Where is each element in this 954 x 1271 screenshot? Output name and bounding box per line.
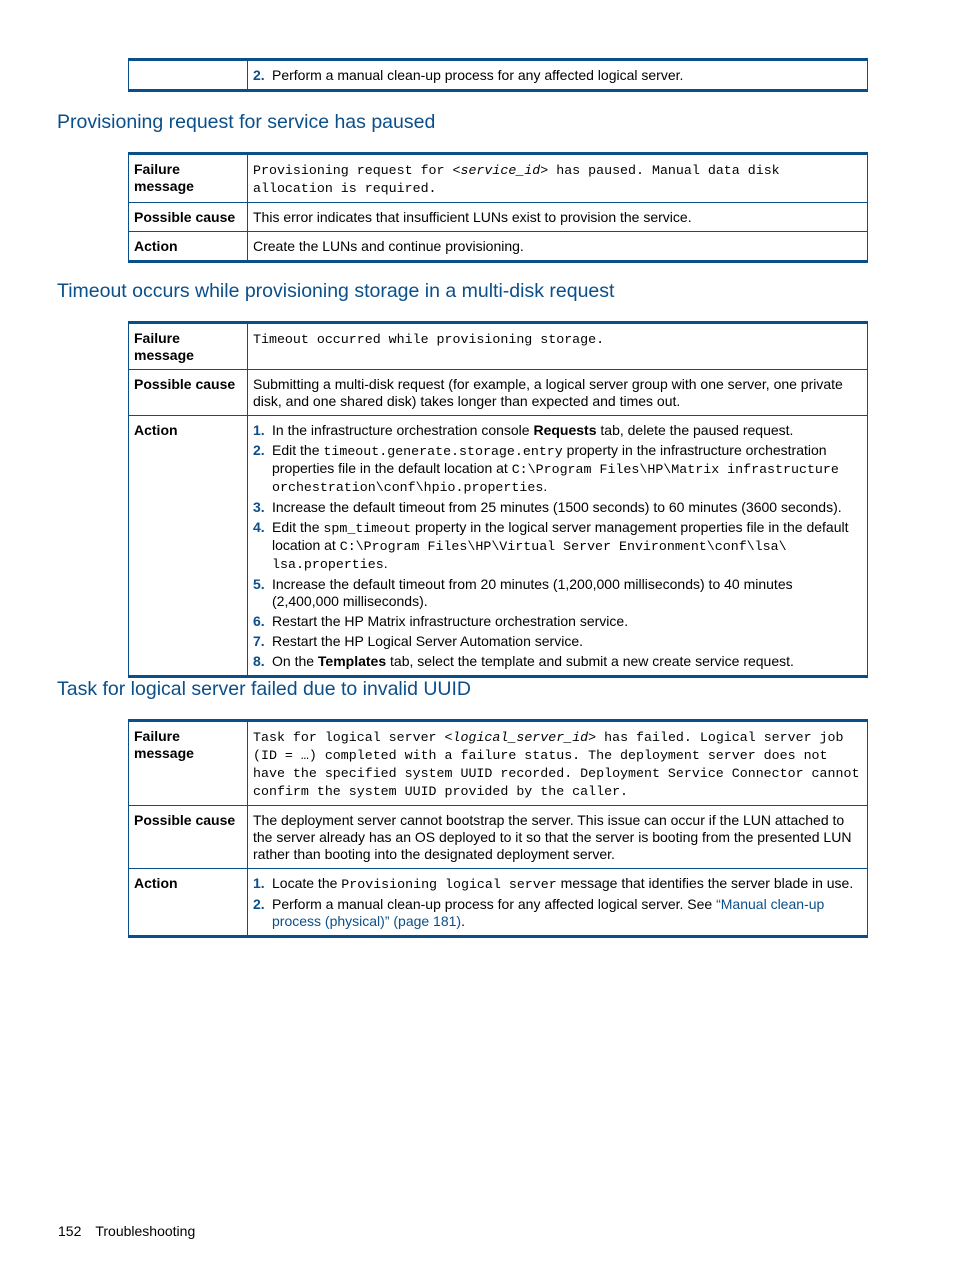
step-text: Increase the default timeout from 25 minutes (1500 seconds) to 60 minutes (3600 seconds). bbox=[272, 499, 842, 515]
section-heading-service-paused: Provisioning request for service has paused bbox=[57, 111, 436, 133]
table-row bbox=[129, 370, 868, 416]
step-number: 2. bbox=[253, 442, 265, 458]
step-text: tab, select the template and submit a new create service request. bbox=[386, 653, 794, 669]
code-path: C:\Program Files\HP\Matrix infrastructure orchestration\conf\hpio.properties bbox=[272, 462, 839, 495]
step-text: In the infrastructure orchestration console bbox=[272, 422, 534, 438]
code-path: C:\Program Files\HP\Virtual Server Environment\conf\lsa\ lsa.properties bbox=[272, 539, 787, 572]
cause-label: Possible cause bbox=[129, 806, 248, 869]
step-text: message that identifies the server blade in use. bbox=[556, 875, 854, 891]
cause-text: This error indicates that insufficient LUNs exist to provision the service. bbox=[248, 203, 868, 232]
table-row bbox=[129, 416, 868, 677]
table-row bbox=[129, 232, 868, 262]
failure-text: Task for logical server < bbox=[253, 730, 453, 745]
footer-section-name: Troubleshooting bbox=[95, 1223, 196, 1239]
list-item bbox=[253, 519, 862, 573]
step-text: Edit the bbox=[272, 519, 324, 535]
page-number: 152 bbox=[58, 1223, 82, 1239]
table-row bbox=[129, 154, 868, 203]
step-number: 2. bbox=[253, 67, 265, 83]
ui-label-templates: Templates bbox=[317, 653, 387, 669]
action-cell bbox=[248, 416, 868, 677]
list-item bbox=[253, 422, 862, 439]
table-row bbox=[129, 721, 868, 806]
list-item bbox=[253, 576, 862, 610]
step-text: . bbox=[383, 555, 388, 571]
step-number: 7. bbox=[253, 633, 265, 649]
action-label: Action bbox=[129, 869, 248, 937]
list-item bbox=[253, 613, 862, 630]
step-number: 6. bbox=[253, 613, 265, 629]
cause-label: Possible cause bbox=[129, 203, 248, 232]
step-list bbox=[253, 422, 862, 670]
list-item bbox=[253, 633, 862, 650]
failure-message bbox=[248, 154, 868, 203]
failure-label: Failure message bbox=[129, 323, 248, 370]
step-number: 4. bbox=[253, 519, 265, 535]
list-item bbox=[253, 499, 862, 516]
section-heading-timeout: Timeout occurs while provisioning storage in a multi-disk request bbox=[57, 280, 615, 302]
service-paused-table bbox=[128, 152, 868, 263]
step-text: Restart the HP Logical Server Automation service. bbox=[272, 633, 584, 649]
step-text: Perform a manual clean-up process for any affected logical server. See bbox=[272, 896, 717, 912]
step-list bbox=[253, 67, 862, 84]
cause-label: Possible cause bbox=[129, 370, 248, 416]
failure-message bbox=[248, 721, 868, 806]
failure-label: Failure message bbox=[129, 721, 248, 806]
failure-label: Failure message bbox=[129, 154, 248, 203]
failure-variable: logical_server_id bbox=[452, 730, 589, 745]
step-text: property in the logical server management properties file in the default location at bbox=[272, 519, 849, 553]
table-row bbox=[129, 323, 868, 370]
step-number: 2. bbox=[253, 896, 265, 912]
list-item bbox=[253, 442, 862, 496]
continued-action-table bbox=[128, 58, 868, 92]
cause-text: The deployment server cannot bootstrap the server. This issue can occur if the LUN attached to the server already has an OS deployed to it so that the server is booting from the presented LUN rather than booting into the designated deployment server. bbox=[248, 806, 868, 869]
step-text: Locate the bbox=[272, 875, 342, 891]
list-item bbox=[253, 67, 862, 84]
table-row bbox=[129, 203, 868, 232]
table-row bbox=[129, 60, 868, 91]
action-label: Action bbox=[129, 232, 248, 262]
failure-text: > has paused. Manual data disk allocation is required. bbox=[253, 163, 780, 196]
empty-label-cell bbox=[129, 60, 248, 91]
list-item bbox=[253, 896, 862, 930]
table-row bbox=[129, 806, 868, 869]
table-row bbox=[129, 869, 868, 937]
list-item bbox=[253, 875, 862, 893]
step-number: 5. bbox=[253, 576, 265, 592]
ui-label-requests: Requests bbox=[533, 422, 597, 438]
action-label: Action bbox=[129, 416, 248, 677]
step-number: 1. bbox=[253, 422, 265, 438]
step-text: Perform a manual clean-up process for any affected logical server. bbox=[272, 67, 684, 83]
failure-variable: service_id bbox=[460, 163, 541, 178]
code-property: timeout.generate.storage.entry bbox=[323, 444, 563, 459]
action-text: Create the LUNs and continue provisioning. bbox=[248, 232, 868, 262]
action-cell bbox=[248, 869, 868, 937]
failure-text: Timeout occurred while provisioning storage. bbox=[253, 332, 605, 347]
failure-text: > has failed. Logical server job (ID = …) completed with a failure status. The deployment server does not have the specified system UUID recorded. Deployment Service Connector cannot confirm the system UUID provided by the caller. bbox=[253, 730, 860, 799]
step-number: 8. bbox=[253, 653, 265, 669]
failure-text: Provisioning request for < bbox=[253, 163, 461, 178]
step-text: On the bbox=[272, 653, 318, 669]
action-cell bbox=[248, 60, 868, 91]
page-footer bbox=[58, 1223, 195, 1239]
step-number: 1. bbox=[253, 875, 265, 891]
step-text: . bbox=[461, 913, 465, 929]
step-text: . bbox=[543, 478, 548, 494]
step-text: Restart the HP Matrix infrastructure orchestration service. bbox=[272, 613, 629, 629]
step-text: Edit the bbox=[272, 442, 324, 458]
list-item bbox=[253, 653, 862, 670]
step-list bbox=[253, 875, 862, 930]
step-number: 3. bbox=[253, 499, 265, 515]
section-heading-invalid-uuid: Task for logical server failed due to invalid UUID bbox=[57, 678, 472, 700]
timeout-table bbox=[128, 321, 868, 678]
step-text: tab, delete the paused request. bbox=[596, 422, 794, 438]
step-text: Increase the default timeout from 20 minutes (1,200,000 milliseconds) to 40 minutes (2,400,000 milliseconds). bbox=[272, 576, 793, 609]
cross-reference-link[interactable]: “Manual clean-up process (physical)” (page 181) bbox=[272, 896, 825, 929]
cause-text: Submitting a multi-disk request (for example, a logical server group with one server, one private disk, and one shared disk) takes longer than expected and times out. bbox=[248, 370, 868, 416]
invalid-uuid-table bbox=[128, 719, 868, 938]
step-text: property in the infrastructure orchestration properties file in the default location at bbox=[272, 442, 827, 476]
code-message: Provisioning logical server bbox=[341, 877, 557, 892]
code-property: spm_timeout bbox=[323, 521, 412, 536]
failure-message bbox=[248, 323, 868, 370]
